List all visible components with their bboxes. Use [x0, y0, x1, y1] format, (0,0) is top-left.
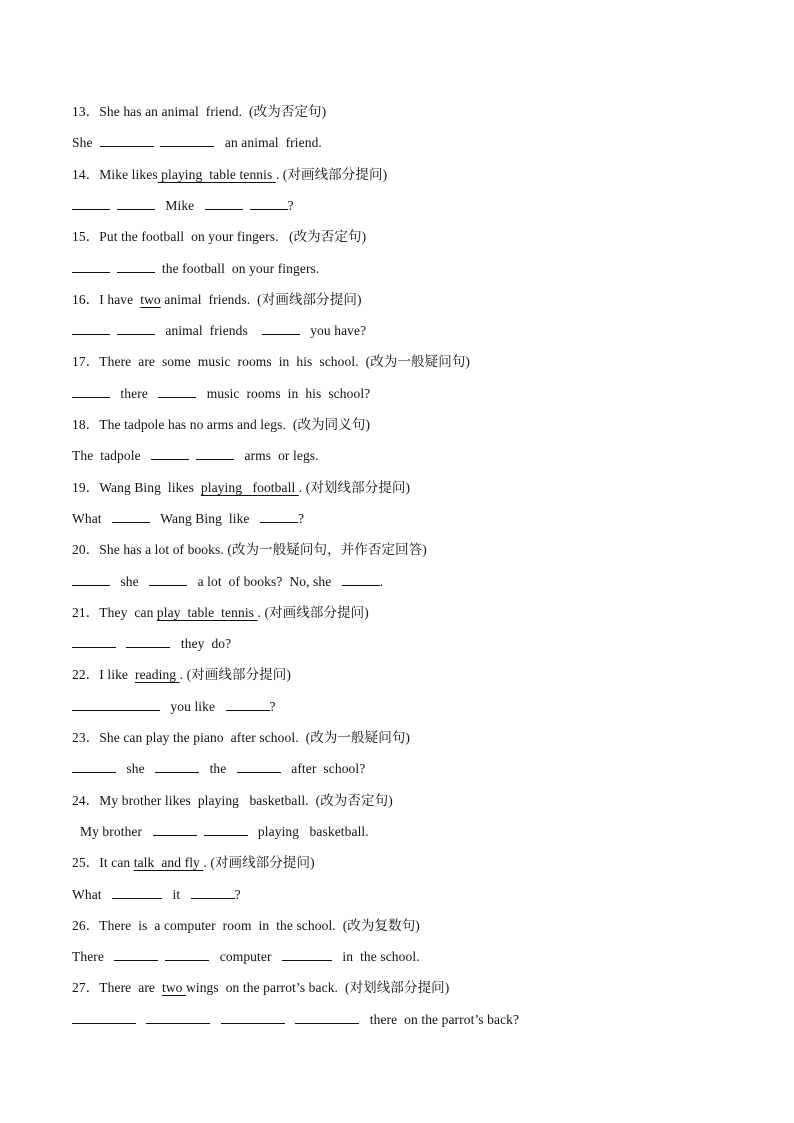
line-text: you have?	[299, 323, 367, 339]
answer-blank[interactable]	[262, 321, 300, 335]
line-text: you like	[160, 698, 226, 714]
line-text	[158, 949, 165, 964]
line-text: 14．Mike likes	[72, 166, 158, 182]
line-text: . (对划线部分提问)	[298, 479, 411, 495]
line-text: there on the parrot’s back?	[359, 1011, 520, 1027]
line-text: 17．There are some music rooms in his school. (改为一般疑问句)	[72, 354, 471, 370]
answer-blank[interactable]	[117, 259, 155, 273]
answer-blank[interactable]	[146, 1010, 210, 1024]
answer-blank[interactable]	[114, 947, 158, 961]
line-text: 19．Wang Bing likes	[72, 479, 201, 495]
answer-blank[interactable]	[153, 822, 197, 836]
answer-line	[72, 885, 241, 905]
answer-line	[72, 947, 420, 967]
answer-blank[interactable]	[151, 446, 189, 460]
line-text: .	[379, 573, 384, 589]
answer-blank[interactable]	[112, 885, 162, 899]
answer-blank[interactable]	[160, 133, 214, 147]
line-text: she	[110, 573, 150, 589]
question-line	[72, 916, 420, 936]
line-text: She	[72, 135, 100, 151]
line-text: 15．Put the football on your fingers. (改为否定句)	[72, 229, 367, 245]
line-text: 13．She has an animal friend. (改为否定句)	[72, 104, 327, 119]
answer-blank[interactable]	[72, 634, 116, 648]
line-text: wings on the parrot’s back. (对划线部分提问)	[186, 980, 450, 996]
line-text: . (对画线部分提问)	[257, 604, 369, 620]
question-line	[72, 978, 449, 998]
answer-blank[interactable]	[72, 697, 160, 711]
line-text: What	[72, 510, 113, 526]
line-text: 22．I like	[72, 667, 135, 683]
line-text: they do?	[170, 636, 232, 652]
answer-line	[72, 321, 366, 341]
answer-line	[80, 822, 369, 842]
answer-line	[72, 1010, 519, 1030]
line-text	[189, 448, 196, 463]
line-text	[243, 198, 250, 213]
line-text: . (对画线部分提问)	[179, 667, 291, 683]
line-text: ?	[269, 698, 276, 714]
question-line	[72, 290, 362, 310]
answer-line	[72, 196, 294, 216]
line-text: there	[110, 385, 159, 401]
line-text: 21．They can	[72, 604, 157, 620]
line-text: a lot of books? No, she	[187, 573, 342, 589]
question-line	[72, 603, 369, 623]
answer-blank[interactable]	[117, 321, 155, 335]
line-text	[197, 824, 204, 839]
line-text	[154, 135, 161, 150]
answer-line	[72, 759, 365, 779]
line-text	[285, 1012, 295, 1027]
answer-blank[interactable]	[112, 509, 150, 523]
line-text: 26．There is a computer room in the school. (改为复数句)	[72, 917, 420, 933]
answer-blank[interactable]	[72, 321, 110, 335]
line-text: 23．She can play the piano after school. (改为一般疑问句)	[72, 730, 411, 745]
question-line	[72, 415, 370, 435]
line-text: the football on your fingers.	[154, 260, 320, 276]
question-line	[72, 853, 315, 873]
line-text: 20．She has a lot of books. (改为一般疑问句，并作否定回答)	[72, 542, 427, 558]
line-text: ?	[297, 510, 305, 526]
line-text	[116, 636, 126, 651]
answer-blank[interactable]	[191, 885, 235, 899]
answer-blank[interactable]	[237, 759, 281, 773]
line-text: animal friends	[154, 323, 262, 339]
line-text: 24．My brother likes playing basketball. (改为否定句)	[72, 792, 393, 808]
answer-blank[interactable]	[196, 446, 234, 460]
answer-blank[interactable]	[72, 384, 110, 398]
line-text	[110, 323, 117, 338]
answer-blank[interactable]	[72, 759, 116, 773]
answer-blank[interactable]	[100, 133, 154, 147]
answer-blank[interactable]	[250, 196, 288, 210]
answer-blank[interactable]	[205, 196, 243, 210]
question-line	[72, 165, 387, 185]
answer-line	[72, 697, 276, 717]
line-text: she	[116, 761, 156, 777]
answer-blank[interactable]	[158, 384, 196, 398]
line-text: 25．It can	[72, 855, 134, 871]
answer-blank[interactable]	[72, 1010, 136, 1024]
line-text: . (对画线部分提问)	[203, 855, 315, 871]
line-text: animal friends. (对画线部分提问)	[160, 291, 362, 307]
question-line	[72, 791, 393, 811]
answer-blank[interactable]	[221, 1010, 285, 1024]
line-text: arms or legs.	[234, 448, 319, 464]
line-text: There	[72, 949, 115, 965]
underlined-phrase: reading	[134, 667, 180, 683]
question-line	[72, 478, 410, 498]
answer-blank[interactable]	[204, 822, 248, 836]
line-text: an animal friend.	[214, 135, 322, 151]
line-text: What	[72, 886, 113, 902]
line-text: playing basketball.	[247, 823, 369, 839]
line-text: Wang Bing like	[150, 510, 260, 526]
answer-line	[72, 384, 370, 404]
underlined-phrase: play table tennis	[156, 604, 258, 620]
line-text: 16．I have	[72, 291, 141, 307]
answer-blank[interactable]	[72, 196, 110, 210]
question-line	[72, 728, 410, 748]
line-text: The tadpole	[72, 448, 152, 464]
question-line	[72, 102, 326, 122]
line-text: ?	[234, 886, 241, 902]
answer-blank[interactable]	[282, 947, 332, 961]
answer-line	[72, 509, 304, 529]
question-line	[72, 227, 366, 247]
underlined-phrase: two	[140, 291, 161, 307]
line-text	[136, 1012, 146, 1027]
answer-line	[72, 133, 322, 153]
answer-blank[interactable]	[226, 697, 270, 711]
line-text: 18．The tadpole has no arms and legs. (改为同义句)	[72, 417, 371, 432]
line-text: My brother	[80, 823, 153, 839]
answer-blank[interactable]	[260, 509, 298, 523]
underlined-phrase: two	[161, 980, 186, 996]
answer-line	[72, 446, 319, 466]
answer-blank[interactable]	[72, 259, 110, 273]
answer-line	[72, 572, 383, 592]
line-text: ?	[287, 197, 294, 213]
answer-blank[interactable]	[155, 759, 199, 773]
answer-line	[72, 259, 319, 279]
line-text: after school?	[280, 761, 366, 777]
line-text: . (对画线部分提问)	[275, 166, 388, 182]
question-line	[72, 665, 291, 685]
line-text: music rooms in his school?	[196, 385, 371, 401]
answer-line	[72, 634, 231, 654]
answer-blank[interactable]	[295, 1010, 359, 1024]
line-text: the	[199, 761, 237, 777]
answer-blank[interactable]	[72, 572, 110, 586]
underlined-phrase: playing football	[200, 479, 299, 495]
line-text: computer	[209, 949, 282, 965]
answer-blank[interactable]	[117, 196, 155, 210]
answer-blank[interactable]	[342, 572, 380, 586]
line-text: in the school.	[332, 949, 420, 965]
question-line	[72, 540, 427, 560]
underlined-phrase: playing table tennis	[157, 166, 276, 182]
line-text	[210, 1012, 220, 1027]
line-text	[110, 198, 117, 213]
answer-blank[interactable]	[165, 947, 209, 961]
answer-blank[interactable]	[149, 572, 187, 586]
line-text: 27．There are	[72, 980, 162, 996]
underlined-phrase: talk and fly	[133, 855, 204, 871]
answer-blank[interactable]	[126, 634, 170, 648]
line-text	[110, 261, 117, 276]
line-text: Mike	[154, 197, 205, 213]
question-line	[72, 352, 470, 372]
line-text: it	[162, 886, 191, 902]
